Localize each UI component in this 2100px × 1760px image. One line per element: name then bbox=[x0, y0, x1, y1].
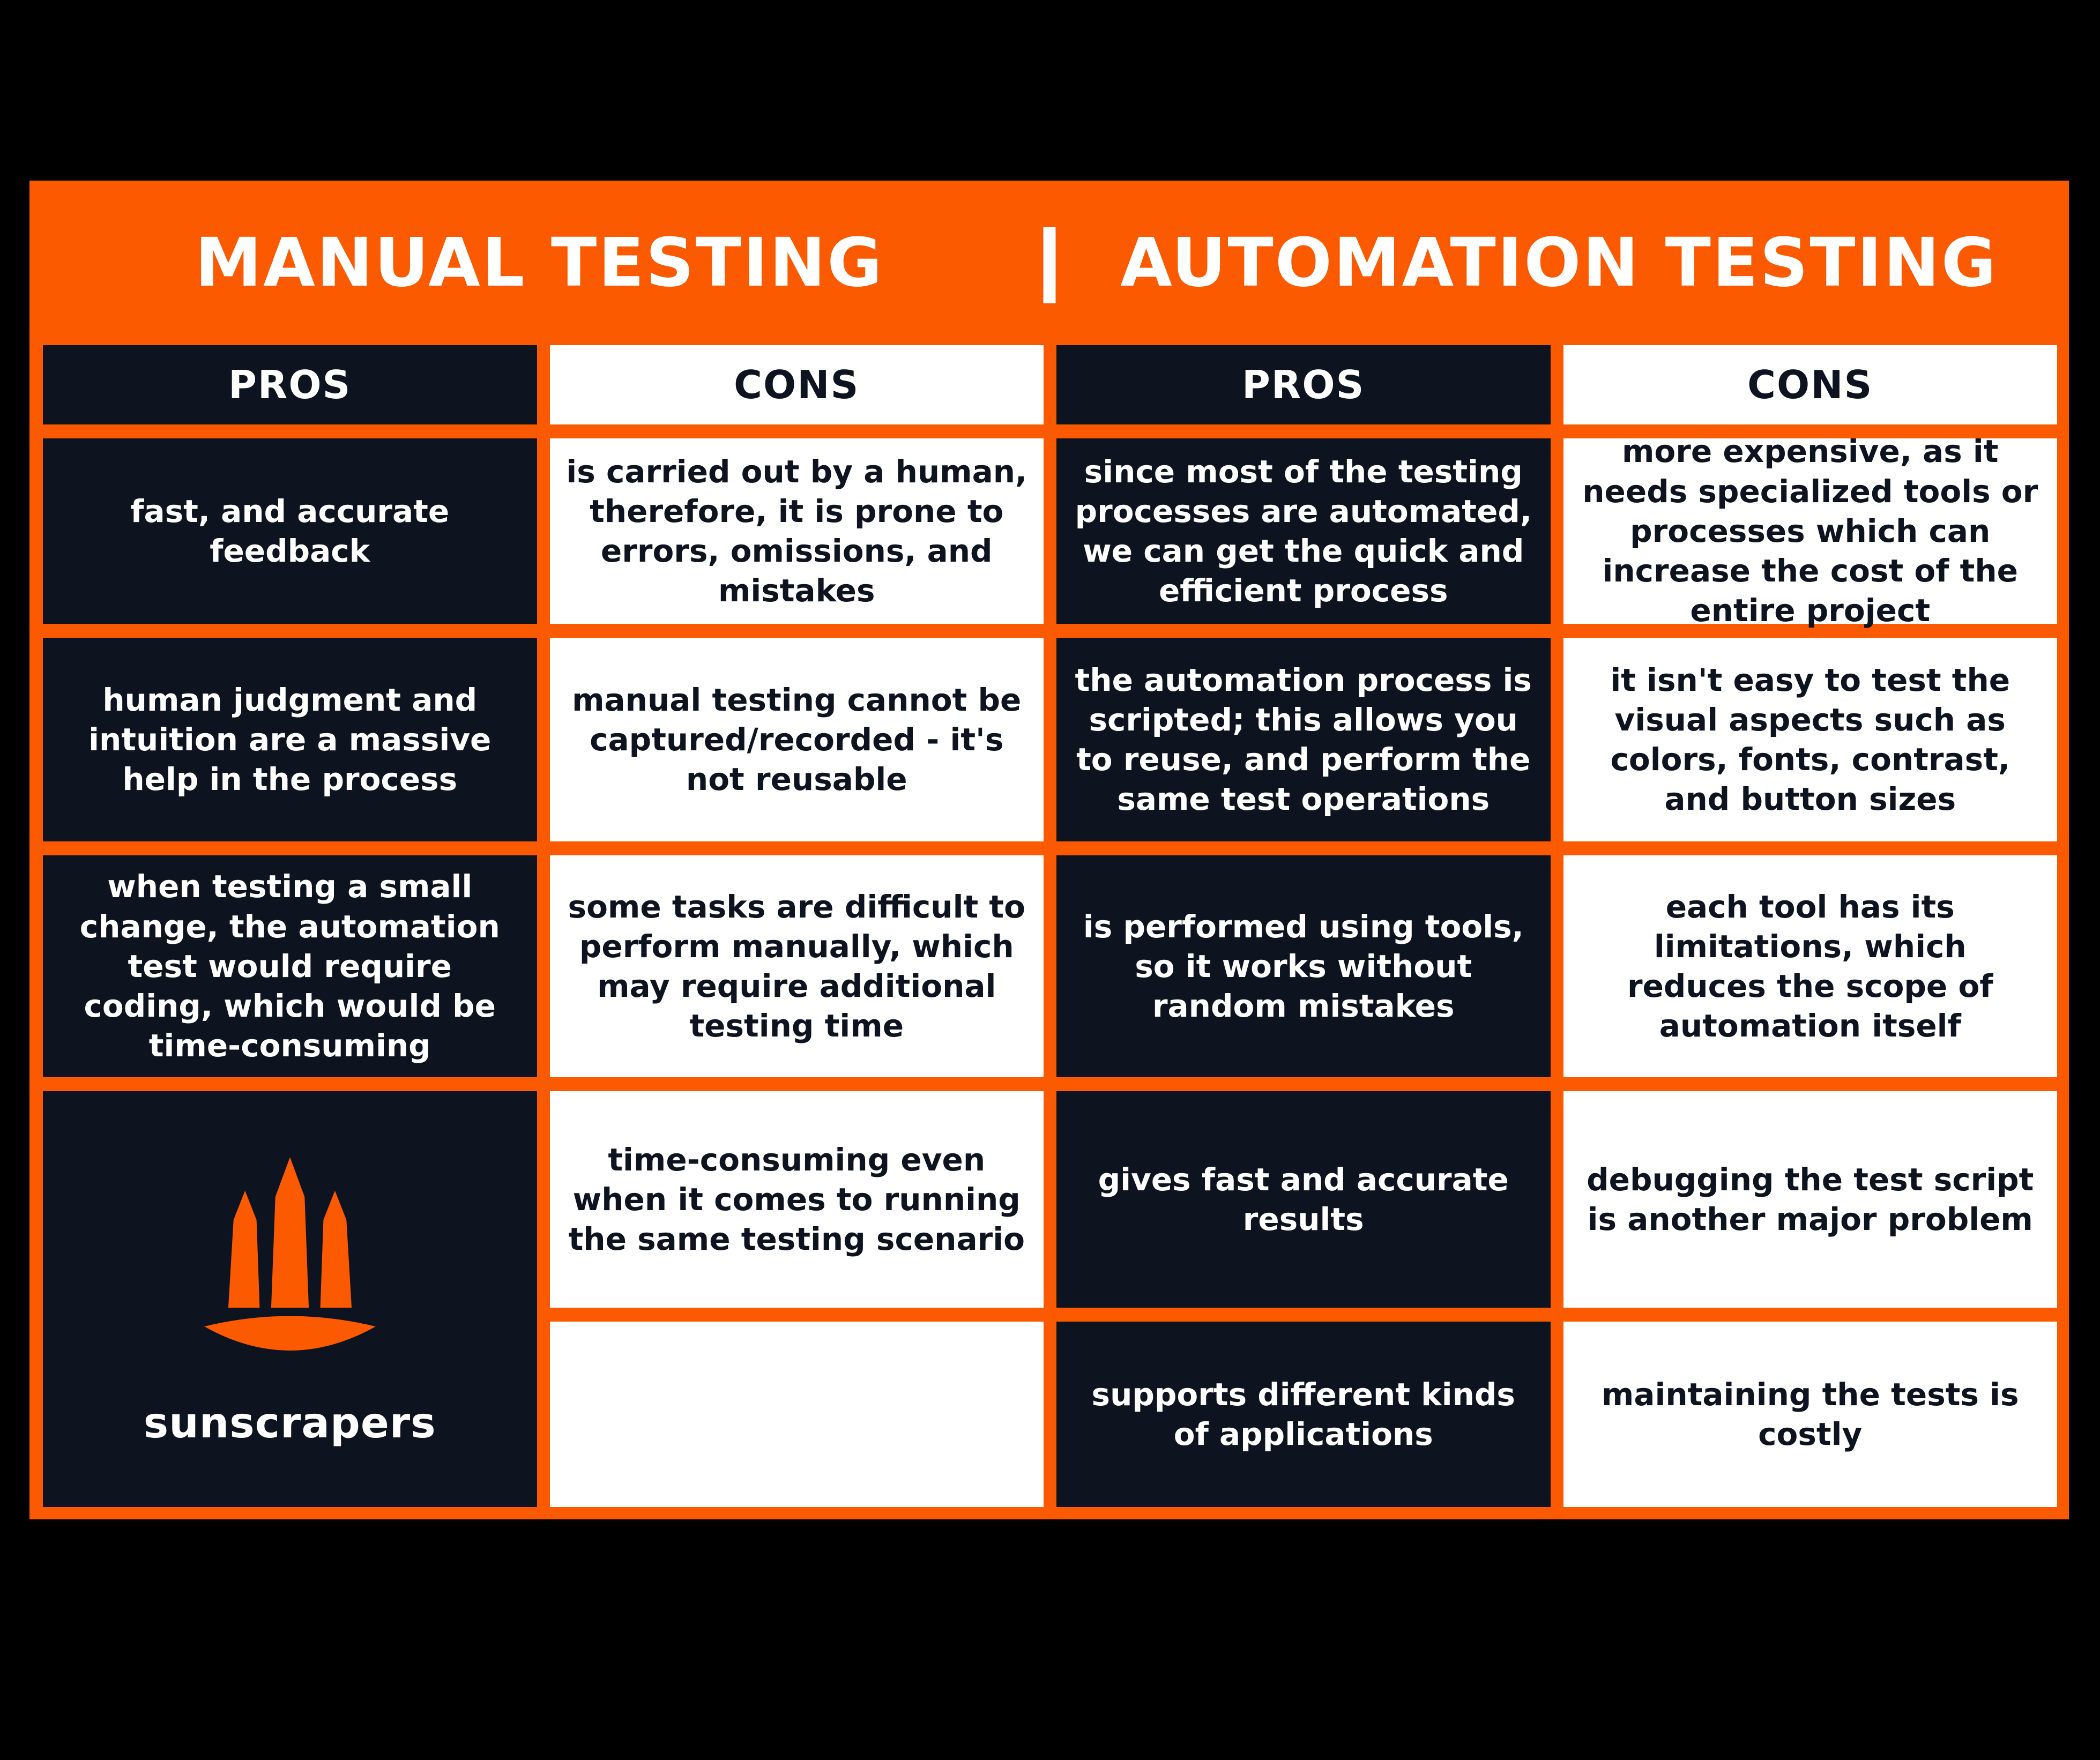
manual-pros-cell-2 bbox=[43, 855, 537, 1077]
manual-cons-header-label: CONS bbox=[734, 362, 860, 407]
automation-pros-cell-0 bbox=[1056, 438, 1551, 624]
manual-pros-cell-0 bbox=[43, 438, 537, 624]
automation-cons-cell-1 bbox=[1563, 638, 2058, 841]
automation-cons-text-3: debugging the test script is another major problem bbox=[1587, 1161, 2034, 1237]
brand-logo-cell bbox=[43, 1091, 537, 1507]
automation-pros-cell-3 bbox=[1056, 1091, 1551, 1308]
automation-pros-cell-1 bbox=[1056, 638, 1551, 841]
automation-pros-text-0: since most of the testing processes are automated, we can get the quick and efficient process bbox=[1075, 453, 1532, 609]
manual-pros-text-0: fast, and accurate feedback bbox=[130, 493, 450, 569]
automation-cons-cell-0 bbox=[1563, 433, 2058, 629]
manual-cons-cell-4-empty bbox=[550, 1322, 1044, 1507]
brand-wordmark: sunscrapers bbox=[143, 1399, 436, 1448]
automation-pros-text-3: gives fast and accurate results bbox=[1098, 1161, 1509, 1237]
manual-pros-header bbox=[43, 345, 537, 424]
manual-cons-text-2: some tasks are difficult to perform manually, which may require additional testing time bbox=[568, 888, 1025, 1045]
automation-cons-header bbox=[1563, 345, 2058, 424]
manual-cons-text-1: manual testing cannot be captured/recorded - it's not reusable bbox=[572, 681, 1022, 798]
automation-pros-text-2: is performed using tools, so it works without random mistakes bbox=[1083, 908, 1524, 1025]
automation-pros-cell-4 bbox=[1056, 1322, 1551, 1507]
logo-tower-left bbox=[228, 1191, 260, 1308]
manual-cons-cell-3 bbox=[550, 1091, 1044, 1308]
automation-cons-header-label: CONS bbox=[1747, 362, 1873, 407]
automation-cons-cell-2 bbox=[1563, 855, 2058, 1077]
comparison-table bbox=[43, 345, 2057, 1507]
manual-cons-cell-0 bbox=[550, 438, 1044, 624]
automation-cons-cell-4 bbox=[1563, 1322, 2058, 1507]
sunscrapers-logo-icon bbox=[185, 1151, 394, 1381]
automation-pros-header bbox=[1056, 345, 1551, 424]
automation-pros-text-4: supports different kinds of applications bbox=[1091, 1376, 1515, 1452]
manual-pros-header-label: PROS bbox=[228, 362, 352, 407]
logo-tower-right bbox=[320, 1191, 352, 1308]
manual-pros-text-1: human judgment and intuition are a massive help in the process bbox=[88, 681, 492, 798]
automation-cons-text-2: each tool has its limitations, which reduces the scope of automation itself bbox=[1627, 888, 1993, 1045]
automation-pros-text-1: the automation process is scripted; this allows you to reuse, and perform the same test operations bbox=[1075, 661, 1532, 818]
automation-cons-text-0: more expensive, as it needs specialized tools or processes which can increase the cost of the entire project bbox=[1582, 433, 2038, 629]
comparison-panel bbox=[29, 181, 2069, 1519]
panel-header bbox=[29, 181, 2069, 345]
automation-testing-title: AUTOMATION TESTING bbox=[1120, 224, 1998, 302]
manual-cons-header bbox=[550, 345, 1044, 424]
manual-testing-title: MANUAL TESTING bbox=[195, 224, 884, 302]
manual-cons-cell-1 bbox=[550, 638, 1044, 841]
manual-pros-cell-1 bbox=[43, 638, 537, 841]
manual-cons-text-0: is carried out by a human, therefore, it is prone to errors, omissions, and mistakes bbox=[566, 453, 1027, 609]
header-divider-bar bbox=[1043, 227, 1055, 303]
automation-pros-cell-2 bbox=[1056, 855, 1551, 1077]
automation-pros-header-label: PROS bbox=[1242, 362, 1365, 407]
automation-cons-text-1: it isn't easy to test the visual aspects such as colors, fonts, contrast, and button sizes bbox=[1610, 661, 2010, 818]
logo-base-arc bbox=[204, 1316, 376, 1351]
automation-cons-cell-3 bbox=[1563, 1091, 2058, 1308]
logo-tower-center bbox=[271, 1157, 309, 1308]
manual-cons-text-3: time-consuming even when it comes to running the same testing scenario bbox=[568, 1141, 1025, 1258]
automation-cons-text-4: maintaining the tests is costly bbox=[1601, 1376, 2019, 1452]
manual-cons-cell-2 bbox=[550, 855, 1044, 1077]
manual-pros-text-2: when testing a small change, the automation test would require coding, which would be time-consuming bbox=[79, 868, 500, 1064]
